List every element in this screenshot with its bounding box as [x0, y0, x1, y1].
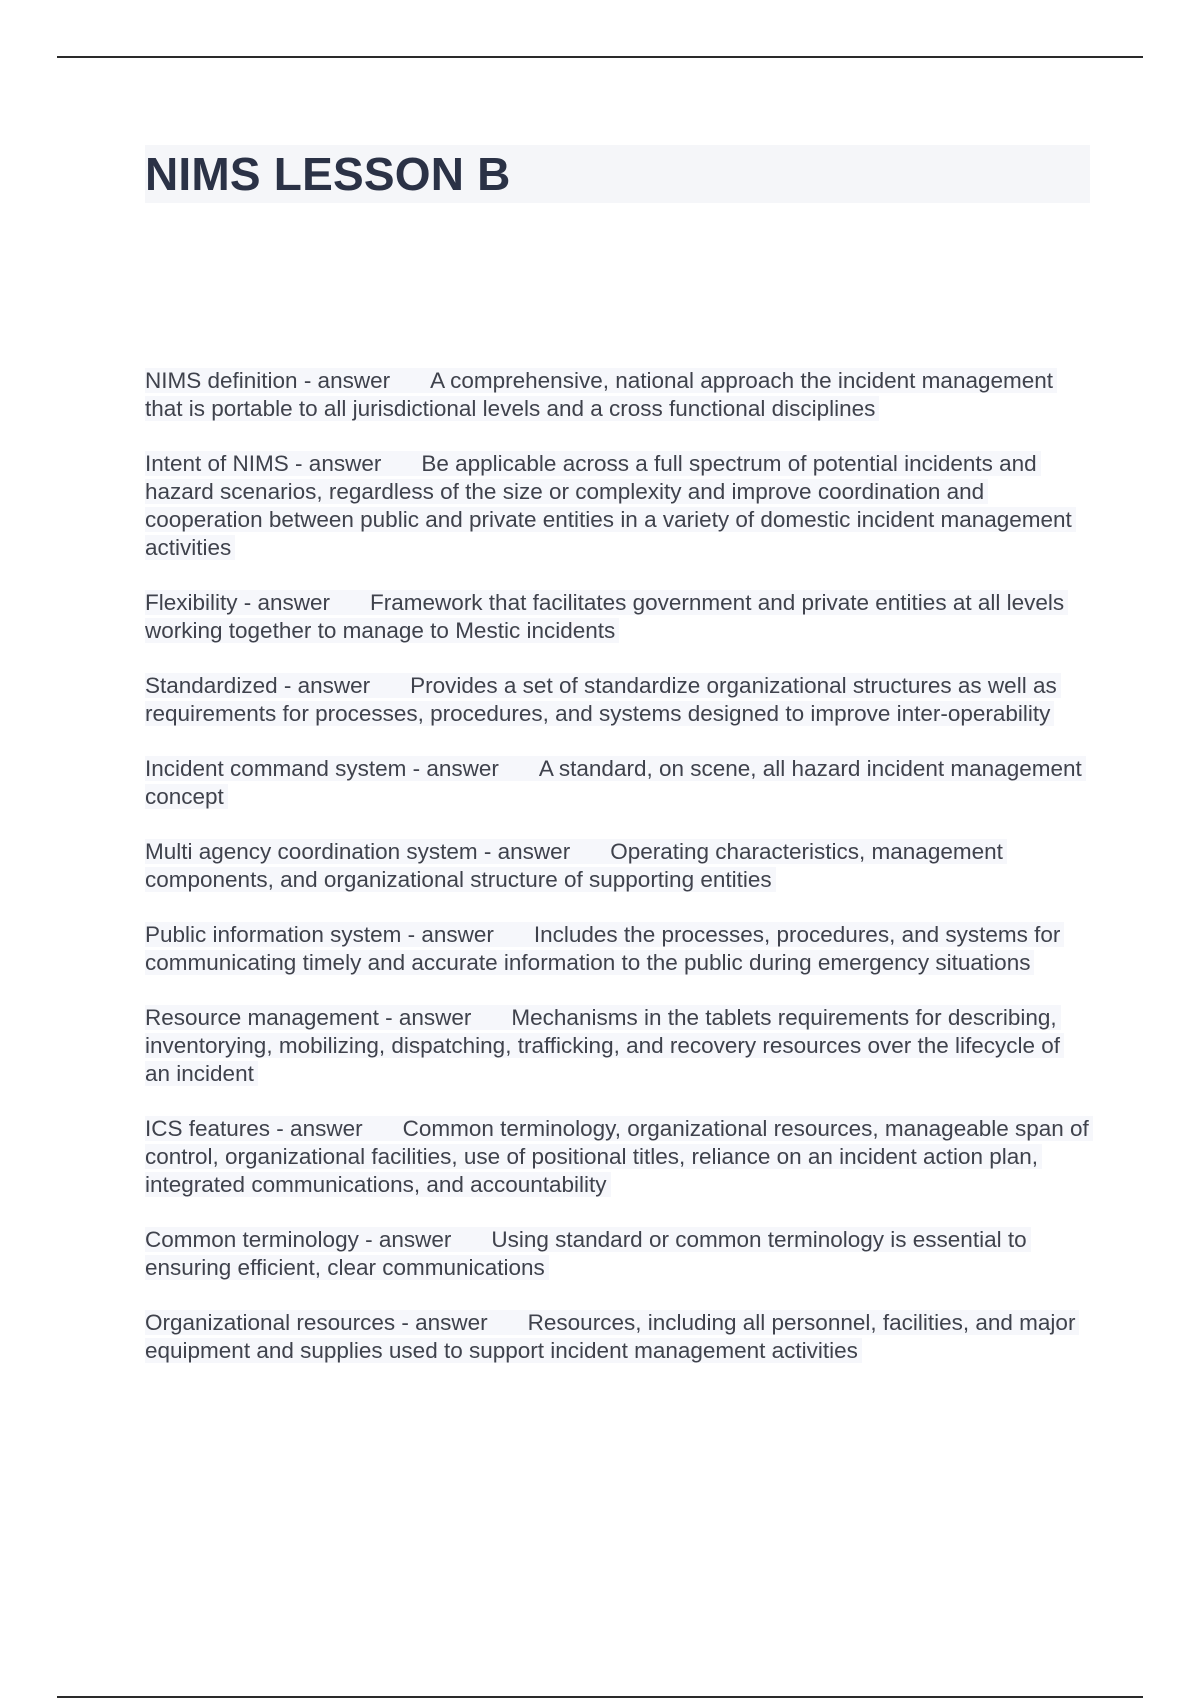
item-term: Resource management - answer — [145, 1005, 472, 1030]
item-term: Organizational resources - answer — [145, 1310, 488, 1335]
item-term: Multi agency coordination system - answer — [145, 839, 571, 864]
item-term: Standardized - answer — [145, 673, 371, 698]
item-definition: Includes the processes, procedures, and systems for communicating timely and accurate information to the public during emergency situations — [145, 922, 1061, 975]
top-rule — [57, 56, 1143, 58]
item-definition: Operating characteristics, management components, and organizational structure of supporting entities — [145, 839, 1003, 892]
item-term: Common terminology - answer — [145, 1227, 452, 1252]
page-title: NIMS LESSON B — [145, 148, 511, 200]
item-term: Public information system - answer — [145, 922, 494, 947]
list-item — [145, 1004, 1090, 1088]
item-definition: Be applicable across a full spectrum of potential incidents and hazard scenarios, regardless of the size or complexity and improve coordination and cooperation between public and private entities in a variety of domestic incident management activities — [145, 451, 1072, 560]
item-definition: Framework that facilitates government and private entities at all levels working together to manage to Mestic incidents — [145, 590, 1065, 643]
list-item — [145, 1226, 1090, 1282]
item-term: Flexibility - answer — [145, 590, 331, 615]
item-term: Incident command system - answer — [145, 756, 499, 781]
item-definition: Using standard or common terminology is essential to ensuring efficient, clear communications — [145, 1227, 1027, 1280]
item-definition: Resources, including all personnel, facilities, and major equipment and supplies used to support incident management activities — [145, 1310, 1076, 1363]
item-definition: A comprehensive, national approach the incident management that is portable to all jurisdictional levels and a cross functional disciplines — [145, 368, 1054, 421]
item-definition: Mechanisms in the tablets requirements for describing, inventorying, mobilizing, dispatching, trafficking, and recovery resources over the lifecycle of an incident — [145, 1005, 1061, 1086]
list-item — [145, 450, 1090, 562]
list-item — [145, 672, 1090, 728]
list-item — [145, 367, 1090, 423]
list-item — [145, 755, 1090, 811]
list-item — [145, 921, 1090, 977]
list-item — [145, 589, 1090, 645]
bottom-rule — [57, 1696, 1143, 1698]
item-definition: Common terminology, organizational resources, manageable span of control, organizational facilities, use of positional titles, reliance on an incident action plan, integrated communications, and accountability — [145, 1116, 1089, 1197]
flashcard-list — [145, 367, 1090, 1392]
item-definition: A standard, on scene, all hazard incident management concept — [145, 756, 1082, 809]
list-item — [145, 1115, 1090, 1199]
item-term: ICS features - answer — [145, 1116, 363, 1141]
item-definition: Provides a set of standardize organizational structures as well as requirements for processes, procedures, and systems designed to improve inter-operability — [145, 673, 1057, 726]
list-item — [145, 1309, 1090, 1365]
item-term: NIMS definition - answer — [145, 368, 391, 393]
item-term: Intent of NIMS - answer — [145, 451, 382, 476]
list-item — [145, 838, 1090, 894]
